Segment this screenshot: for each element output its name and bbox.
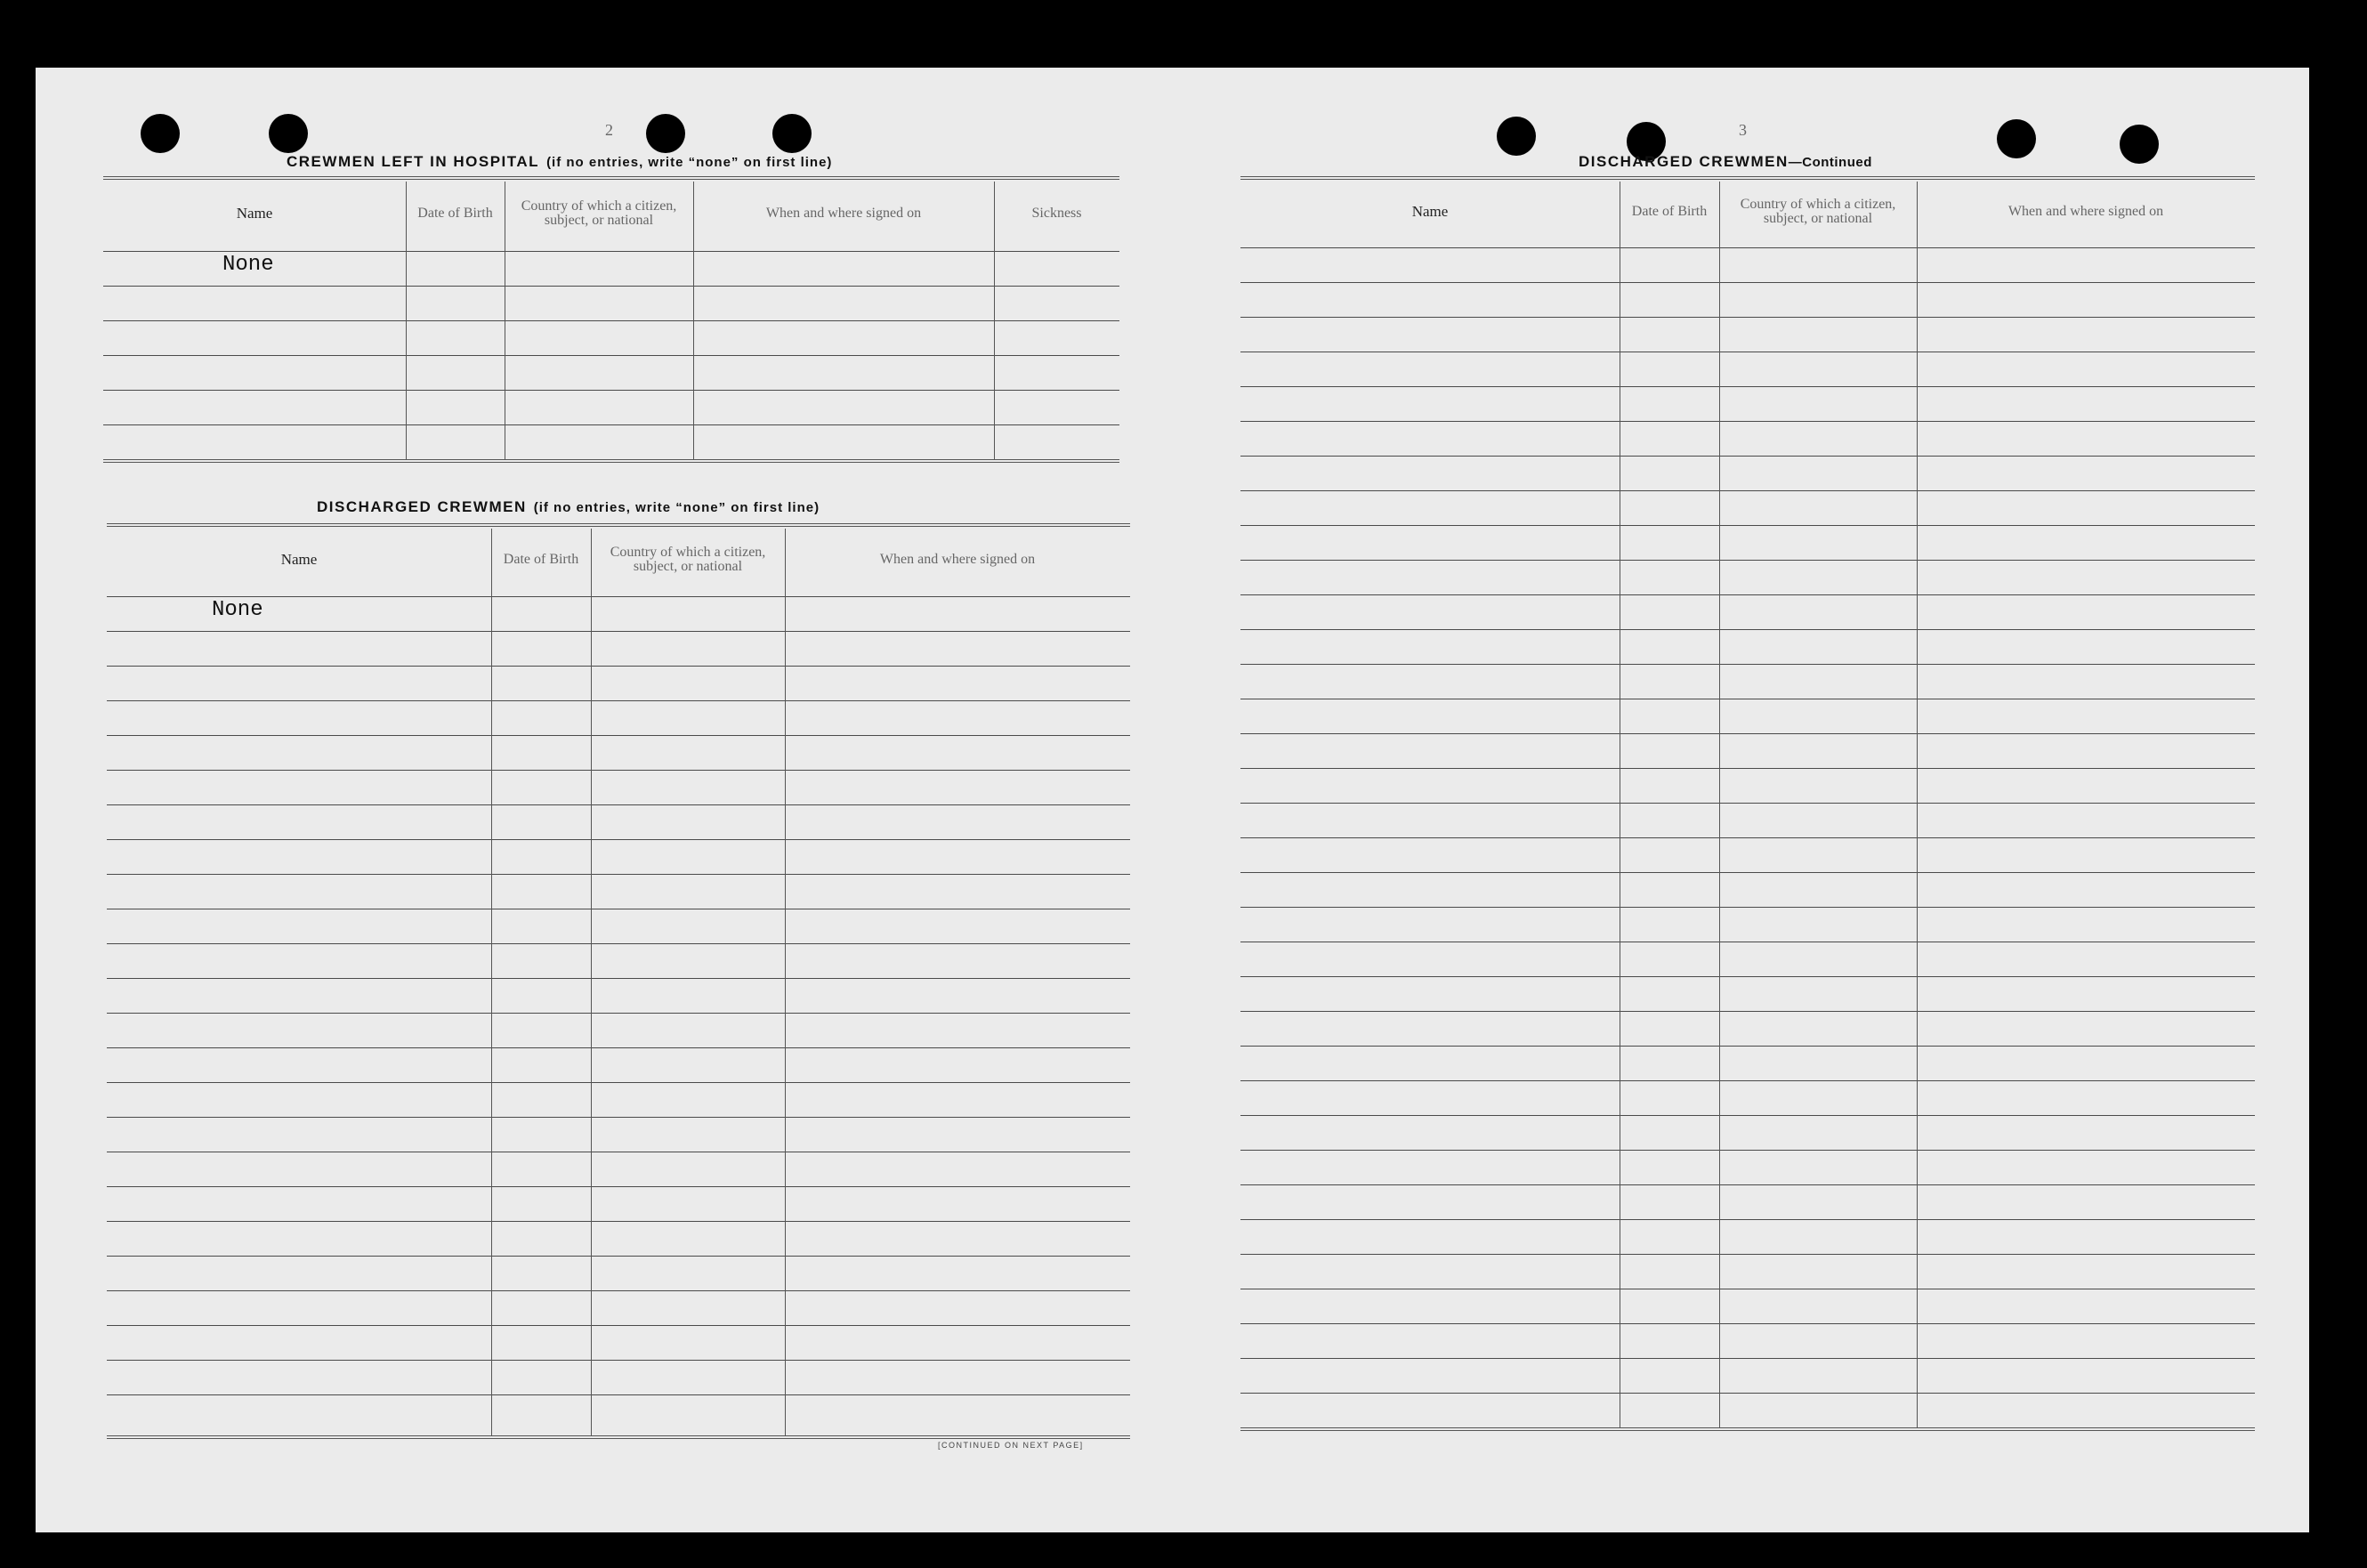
hospital-table [103,176,1119,465]
punch-hole [646,114,685,153]
page-number: 2 [605,121,613,139]
column-rule [406,182,407,459]
column-header [1926,183,2246,240]
header-rule [103,251,1119,252]
column-header-text: Date of Birth [417,206,493,221]
discharged-table [107,523,1130,1435]
row-rule [1240,1115,2255,1116]
punch-hole [772,114,812,153]
row-rule [107,874,1130,875]
row-rule [1240,1219,2255,1220]
column-rule [693,182,694,459]
row-rule [1240,282,2255,283]
column-header [702,183,985,244]
row-rule [103,355,1119,356]
punch-hole [1997,119,2036,158]
row-rule [1240,317,2255,318]
header-rule [107,596,1130,597]
row-rule [107,1082,1130,1083]
column-rule [591,529,592,1435]
top-rule [103,176,1119,180]
continued-section-title [1579,153,1872,171]
column-header [415,183,496,244]
column-header [112,183,397,244]
row-rule [107,1256,1130,1257]
continued-title-suffix: —Continued [1788,155,1872,170]
column-header-text: When and where signed on [765,206,922,221]
column-header-text: Date of Birth [1631,204,1708,219]
row-rule [107,1186,1130,1187]
row-rule [107,700,1130,701]
entry-text: None [222,253,274,277]
row-rule [107,978,1130,979]
row-rule [1240,1323,2255,1324]
column-header [1628,183,1710,240]
hospital-title-note: (if no entries, write “none” on first line) [546,155,833,170]
punch-hole [1497,117,1536,156]
document-sheet [36,68,2309,1532]
page-number: 3 [1739,121,1747,139]
discharged-section-title [317,498,820,516]
continued-title-text: DISCHARGED CREWMEN [1579,153,1789,170]
continued-footer: [CONTINUED ON NEXT PAGE] [938,1441,1084,1450]
row-rule [1240,1254,2255,1255]
column-header [116,530,482,589]
row-rule [1240,664,2255,665]
hospital-title-text: CREWMEN LEFT IN HOSPITAL [287,153,540,170]
column-rule [1917,182,1918,1427]
top-rule [107,523,1130,527]
bottom-rule [107,1435,1130,1439]
row-rule [107,1013,1130,1014]
row-rule [107,1394,1130,1395]
column-rule [994,182,995,459]
column-rule [491,529,492,1435]
discharged-title-note: (if no entries, write “none” on first line) [533,500,820,515]
row-rule [1240,1080,2255,1081]
row-rule [1240,976,2255,977]
column-header-text: Date of Birth [503,552,579,567]
row-rule [1240,560,2255,561]
row-rule [107,1360,1130,1361]
row-rule [1240,837,2255,838]
hospital-section-title [287,153,832,171]
bottom-rule [1240,1427,2255,1431]
column-header-text: Name [236,205,273,222]
row-rule [1240,456,2255,457]
column-header-text: Country of which a citizen, subject, or national [1740,197,1896,226]
column-rule [785,529,786,1435]
row-rule [1240,733,2255,734]
row-rule [107,943,1130,944]
header-rule [1240,247,2255,248]
column-header [1249,183,1611,240]
column-header-text: Country of which a citizen, subject, or national [610,545,766,574]
row-rule [1240,594,2255,595]
column-header-text: Sickness [1031,206,1082,221]
row-rule [1240,490,2255,491]
row-rule [107,770,1130,771]
column-header [513,183,684,244]
column-header [500,530,582,589]
row-rule [107,1117,1130,1118]
column-header-text: When and where signed on [2008,204,2164,219]
row-rule [1240,872,2255,873]
row-rule [103,390,1119,391]
row-rule [107,666,1130,667]
row-rule [1240,1393,2255,1394]
row-rule [1240,1011,2255,1012]
row-rule [107,839,1130,840]
column-header-text: When and where signed on [879,552,1036,567]
column-header-text: Name [280,551,318,568]
row-rule [1240,1150,2255,1151]
row-rule [107,1221,1130,1222]
row-rule [103,320,1119,321]
top-rule [1240,176,2255,180]
row-rule [107,631,1130,632]
column-header [794,530,1121,589]
row-rule [107,1325,1130,1326]
column-header-text: Name [1411,203,1449,220]
row-rule [1240,907,2255,908]
row-rule [107,1047,1130,1048]
row-rule [1240,386,2255,387]
row-rule [1240,629,2255,630]
row-rule [1240,525,2255,526]
row-rule [1240,421,2255,422]
column-header [1003,183,1111,244]
column-rule [1719,182,1720,1427]
column-header [600,530,776,589]
row-rule [1240,1184,2255,1185]
row-rule [1240,768,2255,769]
row-rule [1240,1046,2255,1047]
entry-text: None [212,598,263,622]
row-rule [103,286,1119,287]
punch-hole [141,114,180,153]
punch-hole [2120,125,2159,164]
row-rule [1240,803,2255,804]
column-header [1728,183,1908,240]
row-rule [1240,1358,2255,1359]
row-rule [107,735,1130,736]
row-rule [107,1290,1130,1291]
bottom-rule [103,459,1119,463]
column-header-text: Country of which a citizen, subject, or national [521,198,677,228]
discharged-title-text: DISCHARGED CREWMEN [317,498,527,515]
continued-table [1240,176,2255,1440]
row-rule [103,424,1119,425]
row-rule [107,804,1130,805]
punch-hole [269,114,308,153]
